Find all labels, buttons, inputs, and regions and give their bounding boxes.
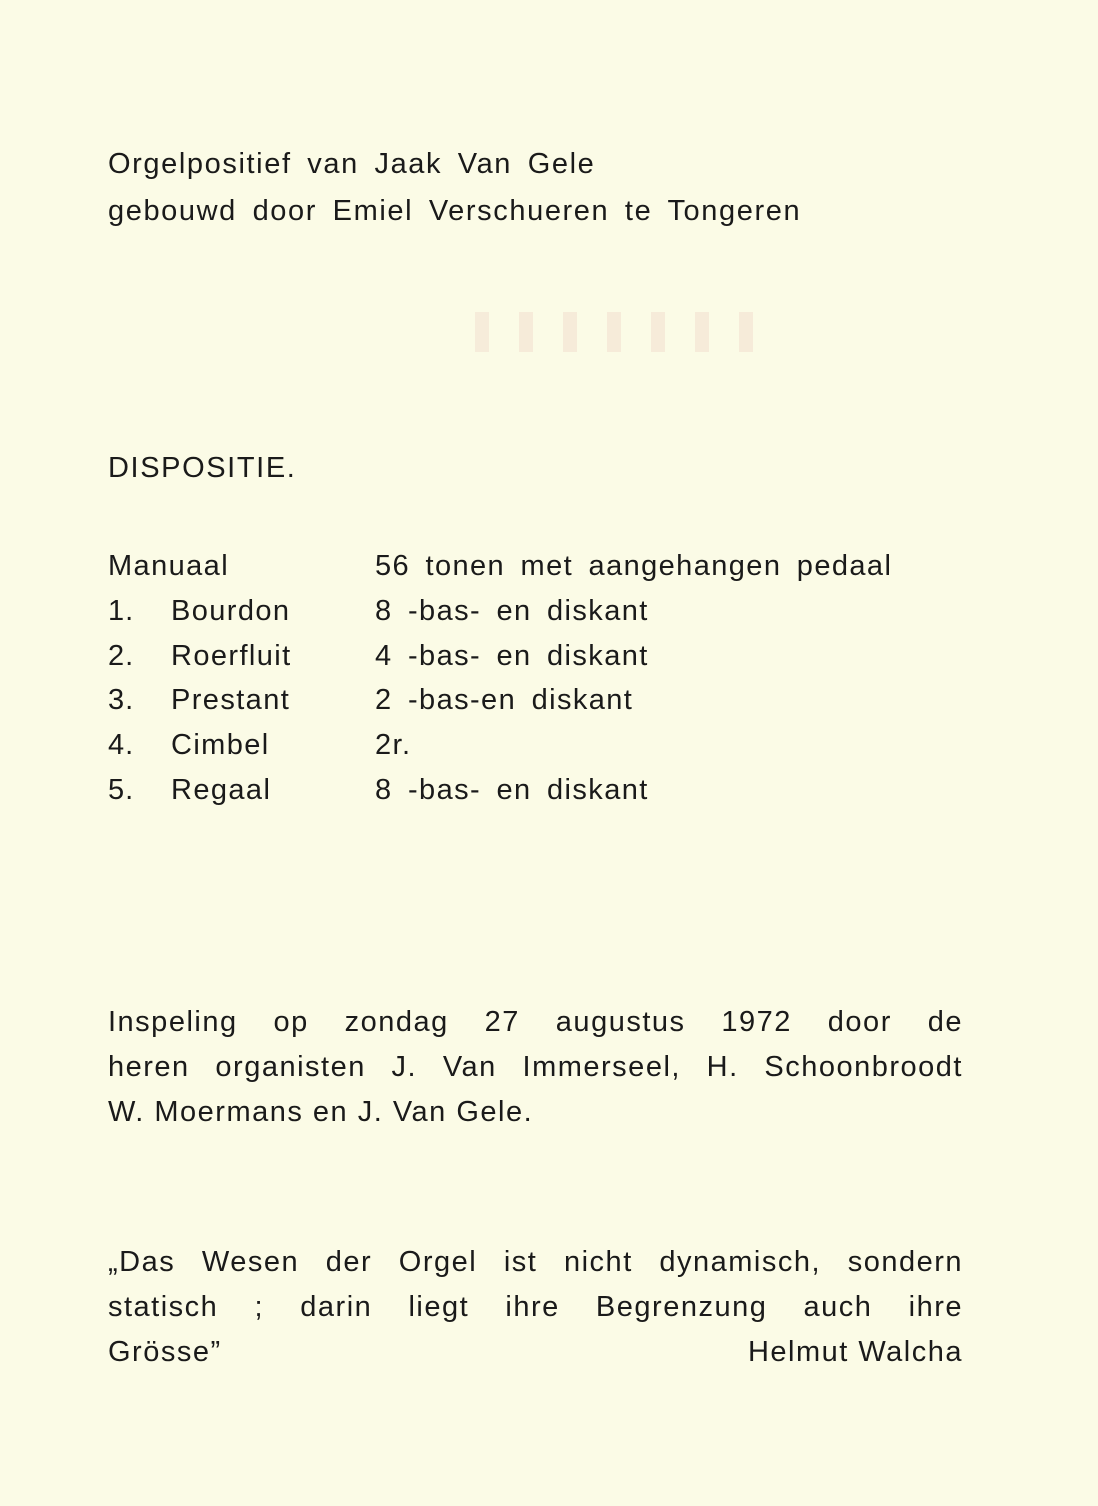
section-title: DISPOSITIE. [108,452,297,484]
stop-spec: 2 -bas-en diskant [375,684,634,716]
quote-last-line [108,1330,963,1375]
stop-spec: 2r. [375,729,412,761]
inauguration-paragraph [108,1000,963,1135]
quote-author: Helmut Walcha [747,1336,963,1368]
stop-name: Roerfluit [171,640,292,672]
stop-number: 5. [108,774,135,806]
inauguration-line: W. Moermans en J. Van Gele. [108,1096,534,1128]
stop-name: Bourdon [171,595,291,627]
title-line-1: Orgelpositief van Jaak Van Gele [108,148,596,180]
stop-number: 1. [108,595,135,627]
stop-name: Regaal [171,774,272,806]
quote-line: Grösse” [108,1336,222,1368]
inauguration-line: Inspeling op zondag 27 augustus 1972 door de [108,1006,963,1038]
inauguration-line: heren organisten J. Van Immerseel, H. Schoonbroodt [108,1051,963,1083]
manual-label: Manuaal [108,550,230,582]
title-line-2: gebouwd door Emiel Verschueren te Tongeren [108,195,802,227]
manual-spec: 56 tonen met aangehangen pedaal [375,550,893,582]
quote-line: statisch ; darin liegt ihre Begrenzung auch ihre [108,1291,963,1323]
stop-spec: 8 -bas- en diskant [375,595,649,627]
stop-spec: 4 -bas- en diskant [375,640,649,672]
stop-number: 2. [108,640,135,672]
stop-name: Prestant [171,684,291,716]
stop-number: 4. [108,729,135,761]
stop-number: 3. [108,684,135,716]
faded-stamp-mark [475,312,885,368]
stop-name: Cimbel [171,729,270,761]
quote-paragraph [108,1240,963,1330]
quote-line: „Das Wesen der Orgel ist nicht dynamisch, sondern [108,1246,963,1278]
stop-spec: 8 -bas- en diskant [375,774,649,806]
